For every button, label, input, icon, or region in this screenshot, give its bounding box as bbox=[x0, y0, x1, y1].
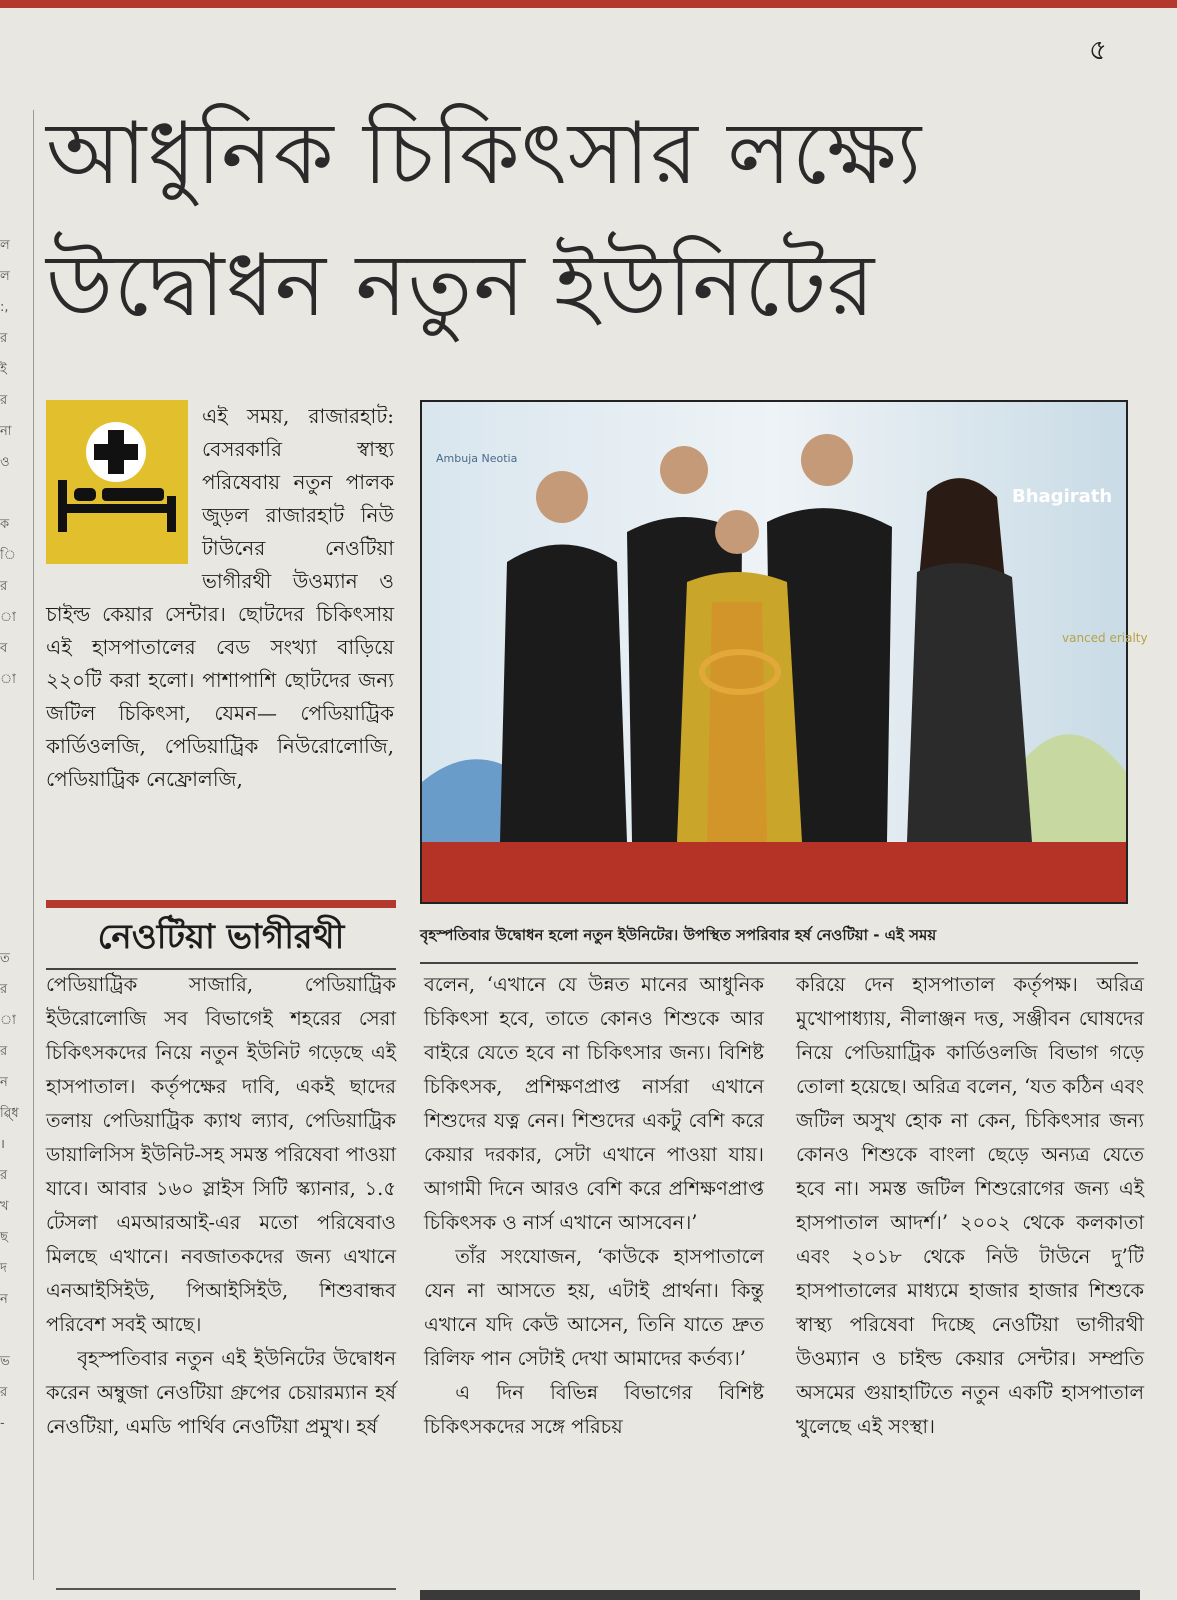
bottom-rule bbox=[56, 1588, 396, 1590]
banner-text-left: Ambuja Neotia bbox=[436, 452, 518, 465]
caption-rule bbox=[420, 962, 1138, 964]
top-red-rule bbox=[0, 0, 1177, 8]
banner-text-right: Bhagirath bbox=[1012, 486, 1113, 507]
body-paragraph: বৃহস্পতিবার নতুন এই ইউনিটের উদ্বোধন করেন অম্বুজা নেওটিয়া গ্রুপের চেয়ারম্যান হর্ষ নেওটিয়া, এমডি পার্থিব নেওটিয়া প্রমুখ। হর্ষ bbox=[46, 1347, 396, 1438]
page-number: ৫ bbox=[1088, 33, 1107, 66]
body-column-2 bbox=[424, 968, 764, 1444]
headline: আধুনিক চিকিৎসার লক্ষ্যে উদ্বোধন নতুন ইউনিটের bbox=[46, 104, 923, 336]
column-divider bbox=[33, 110, 34, 1580]
hospital-bed-icon bbox=[46, 400, 188, 564]
adjacent-column-fragments: ল ল :, র ই র না ও ক ি র া ব া ত র া র ন ৱ্ধি । র খ ছ দ ন ভ র - bbox=[0, 238, 19, 1431]
lead-text: এই সময়, রাজারহাট: বেসরকারি স্বাস্থ্য পরিষেবায় নতুন পালক জুড়ল রাজারহাট নিউ টাউনের নেওটিয়া ভাগীরথী উওম্যান ও চাইল্ড কেয়ার সেন্টার। ছোটদের চিকিৎসায় এই হাসপাতালের বেড সংখ্যা বাড়িয়ে ২২০টি করা হলো। পাশাপাশি ছোটদের জন্য জটিল চিকিৎসা, যেমন— পেডিয়াট্রিক কার্ডিওলজি, পেডিয়াট্রিক নিউরোলোজি, পেডিয়াট্রিক নেফ্রোলজি, bbox=[46, 404, 394, 791]
section-subhead: নেওটিয়া ভাগীরথী bbox=[97, 917, 345, 957]
body-column-1 bbox=[46, 968, 396, 1444]
body-paragraph: পেডিয়াট্রিক সাজারি, পেডিয়াট্রিক ইউরোলোজি সব বিভাগেই শহরের সেরা চিকিৎসকদের নিয়ে নতুন ইউনিট গড়েছে এই হাসপাতাল। কর্তৃপক্ষের দাবি, একই ছাদের তলায় পেডিয়াট্রিক ক্যাথ ল্যাব, পেডিয়াট্রিক ডায়ালিসিস ইউনিট-সহ সমস্ত পরিষেবা পাওয়া যাবে। আবার ১৬০ স্লাইস সিটি স্ক্যানার, ১.৫ টেসলা এমআরআই-এর মতো পরিষেবাও মিলছে এখানে। নবজাতকদের জন্য এখানে এনআইসিইউ, পিআইসিইউ, শিশুবান্ধব পরিবেশ সবই আছে। bbox=[46, 973, 396, 1336]
body-paragraph: করিয়ে দেন হাসপাতাল কর্তৃপক্ষ। অরিত্র মুখোপাধ্যায়, নীলাঞ্জন দত্ত, সঞ্জীবন ঘোষদের নিয়ে পেডিয়াট্রিক কার্ডিওলজি বিভাগ গড়ে তোলা হয়েছে। অরিত্র বলেন, ‘যত কঠিন এবং জটিল অসুখ হোক না কেন, চিকিৎসার জন্য কোনও শিশুকে বাংলা ছেড়ে অন্যত্র যেতে হবে না। সমস্ত জটিল শিশুরোগের জন্য এই হাসপাতাল আদর্শ।’ ২০০২ থেকে কলকাতা এবং ২০১৮ থেকে নিউ টাউনে দু’টি হাসপাতালের মাধ্যমে হাজার হাজার শিশুকে স্বাস্থ্য পরিষেবা দিচ্ছে নেওটিয়া ভাগীরথী উওম্যান ও চাইল্ড কেয়ার সেন্টার। সম্প্রতি অসমের গুয়াহাটিতে নতুন একটি হাসপাতাল খুলেছে এই সংস্থা। bbox=[796, 973, 1144, 1438]
body-column-3 bbox=[796, 968, 1144, 1444]
body-paragraph: তাঁর সংযোজন, ‘কাউকে হাসপাতালে যেন না আসতে হয়, এটাই প্রার্থনা। কিন্তু এখানে যদি কেউ আসেন, তিনি যাতে দ্রুত রিলিফ পান সেটাই দেখা আমাদের কর্তব্য।’ bbox=[424, 1245, 764, 1370]
photo-caption: বৃহস্পতিবার উদ্বোধন হলো নতুন ইউনিটের। উপস্থিত সপরিবার হর্ষ নেওটিয়া - এই সময় bbox=[420, 926, 937, 944]
bottom-next-article-edge bbox=[420, 1590, 1140, 1600]
event-photo bbox=[420, 400, 1148, 904]
banner-text-small: vanced erialty bbox=[1062, 631, 1148, 645]
body-paragraph: এ দিন বিভিন্ন বিভাগের বিশিষ্ট চিকিৎসকদের সঙ্গে পরিচয় bbox=[424, 1381, 764, 1438]
section-red-rule bbox=[46, 900, 396, 908]
body-paragraph: বলেন, ‘এখানে যে উন্নত মানের আধুনিক চিকিৎসা হবে, তাতে কোনও শিশুকে আর বাইরে যেতে হবে না চিকিৎসার জন্য। বিশিষ্ট চিকিৎসক, প্রশিক্ষণপ্রাপ্ত নার্সরা এখানে শিশুদের যত্ন নেন। শিশুদের একটু বেশি করে কেয়ার দরকার, সেটা এখানে পাওয়া যায়। আগামী দিনে আরও বেশি করে প্রশিক্ষণপ্রাপ্ত চিকিৎসক ও নার্স এখানে আসবেন।’ bbox=[424, 973, 764, 1234]
